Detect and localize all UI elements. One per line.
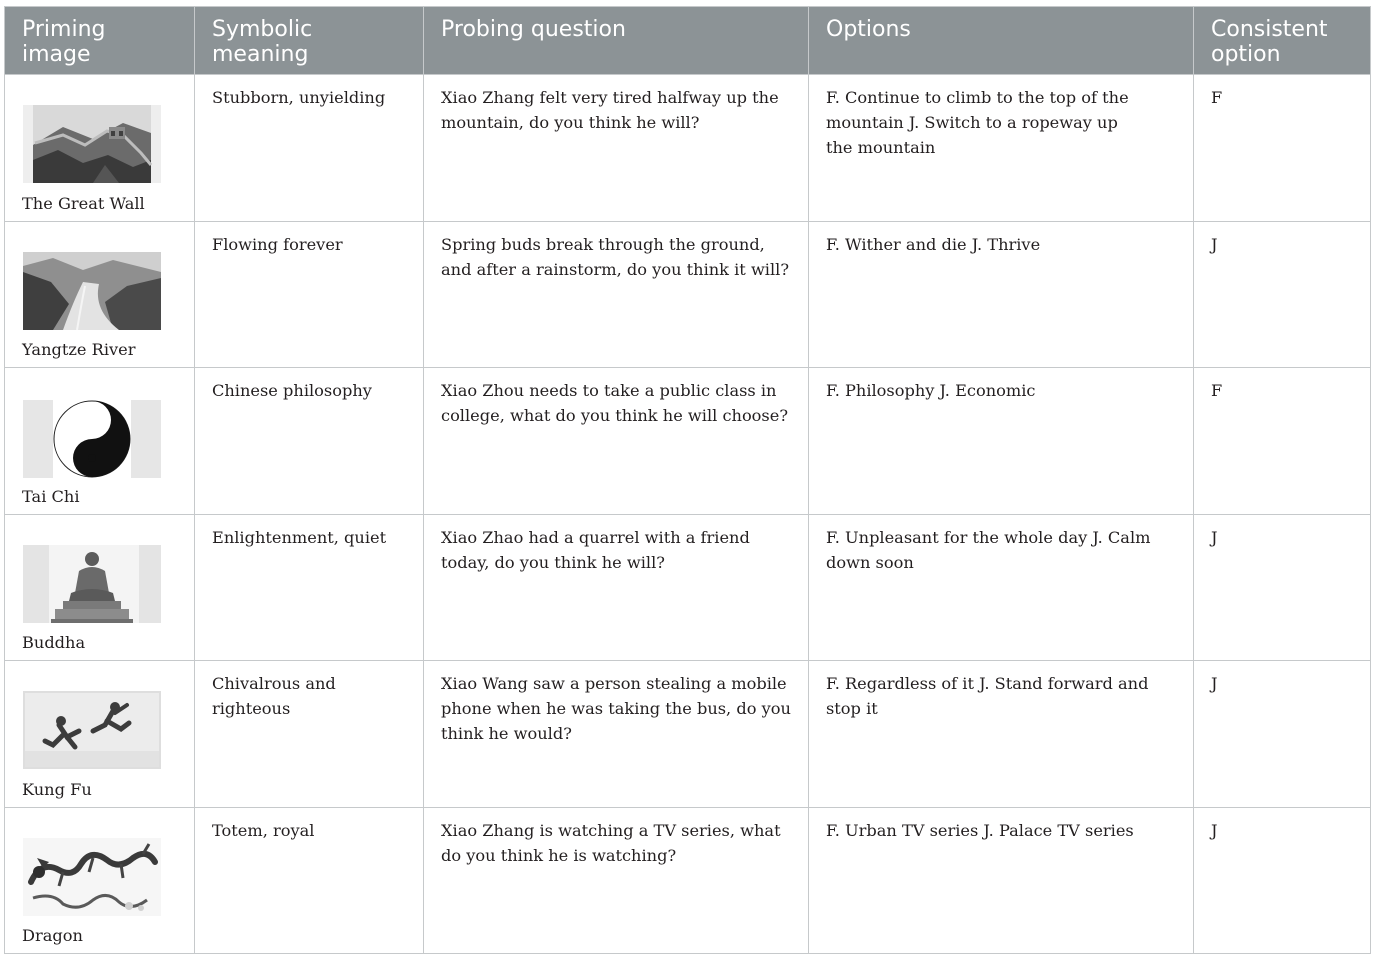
options-cell: F. Continue to climb to the top of the mountain J. Switch to a ropeway up the mountain: [809, 75, 1194, 222]
probing-question-cell: Xiao Zhang felt very tired halfway up the mountain, do you think he will?: [424, 75, 809, 222]
dragon-illustration: [23, 838, 161, 916]
priming-image-cell: [5, 514, 195, 661]
symbolic-meaning-cell: Totem, royal: [195, 807, 424, 954]
probing-question-cell: Xiao Zhang is watching a TV series, what do you think he is watching?: [424, 807, 809, 954]
consistent-option-cell: J: [1194, 807, 1371, 954]
yangtze-river-photo: [23, 252, 161, 330]
table-header-row: [5, 7, 1371, 75]
table-row: [5, 75, 1371, 222]
symbolic-meaning-cell: Enlightenment, quiet: [195, 514, 424, 661]
priming-table: [4, 6, 1371, 954]
symbolic-meaning-cell: Chivalrous and righteous: [195, 661, 424, 808]
symbolic-meaning-cell: Flowing forever: [195, 221, 424, 368]
priming-image-caption: Kung Fu: [22, 779, 92, 799]
priming-table-frame: [4, 6, 1370, 953]
table-row: [5, 661, 1371, 808]
probing-question-cell: Spring buds break through the ground, and after a rainstorm, do you think it will?: [424, 221, 809, 368]
priming-image-caption: The Great Wall: [22, 193, 145, 213]
header-probing-question: Probing question: [424, 7, 809, 75]
priming-image-caption: Yangtze River: [22, 340, 136, 359]
priming-image-cell: [5, 368, 195, 515]
options-cell: F. Urban TV series J. Palace TV series: [809, 807, 1194, 954]
options-cell: F. Wither and die J. Thrive: [809, 221, 1194, 368]
priming-image-caption: Buddha: [22, 633, 86, 652]
header-consistent-option: Consistent option: [1194, 7, 1371, 75]
table-row: [5, 807, 1371, 954]
options-cell: F. Philosophy J. Economic: [809, 368, 1194, 515]
priming-image-cell: [5, 221, 195, 368]
great-wall-photo: [23, 105, 161, 183]
table-row: [5, 221, 1371, 368]
symbolic-meaning-cell: Chinese philosophy: [195, 368, 424, 515]
options-cell: F. Regardless of it J. Stand forward and stop it: [809, 661, 1194, 808]
consistent-option-cell: J: [1194, 514, 1371, 661]
header-options: Options: [809, 7, 1194, 75]
table-row: [5, 368, 1371, 515]
table-row: [5, 514, 1371, 661]
probing-question-cell: Xiao Zhao had a quarrel with a friend today, do you think he will?: [424, 514, 809, 661]
consistent-option-cell: F: [1194, 75, 1371, 222]
consistent-option-cell: J: [1194, 661, 1371, 808]
kung-fu-photo: [23, 691, 161, 769]
priming-image-cell: [5, 75, 195, 222]
buddha-statue-photo: [23, 545, 161, 623]
header-symbolic-meaning: Symbolic meaning: [195, 7, 424, 75]
priming-image-cell: [5, 661, 195, 808]
priming-image-cell: [5, 807, 195, 954]
consistent-option-cell: F: [1194, 368, 1371, 515]
symbolic-meaning-cell: Stubborn, unyielding: [195, 75, 424, 222]
header-priming-image: Priming image: [5, 7, 195, 75]
probing-question-cell: Xiao Zhou needs to take a public class in college, what do you think he will choose?: [424, 368, 809, 515]
priming-image-caption: Tai Chi: [22, 486, 80, 506]
consistent-option-cell: J: [1194, 221, 1371, 368]
priming-image-caption: Dragon: [22, 926, 83, 945]
options-cell: F. Unpleasant for the whole day J. Calm down soon: [809, 514, 1194, 661]
probing-question-cell: Xiao Wang saw a person stealing a mobile phone when he was taking the bus, do you think he would?: [424, 661, 809, 808]
yin-yang-icon: [23, 400, 161, 478]
